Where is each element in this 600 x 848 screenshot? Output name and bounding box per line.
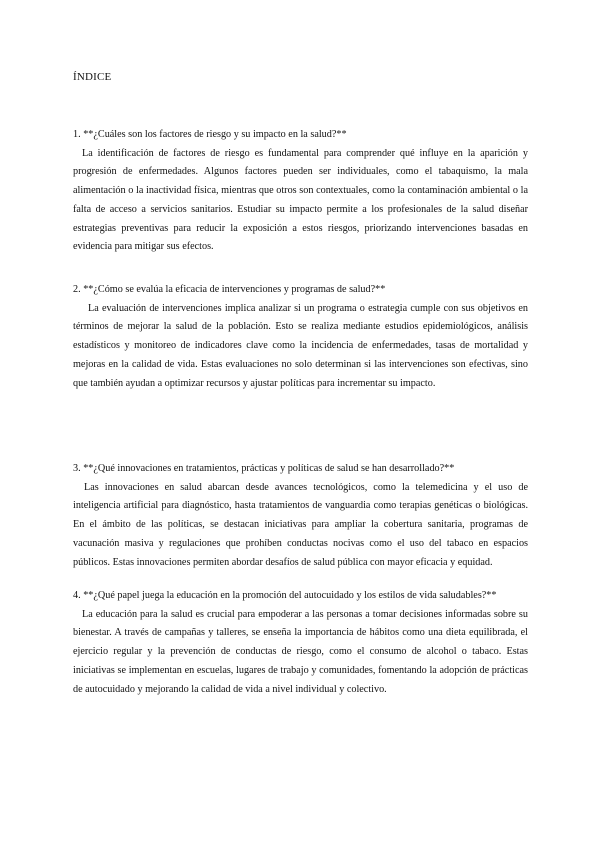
section-3 bbox=[73, 460, 528, 572]
section-2 bbox=[73, 281, 528, 393]
section-3-heading: 3. **¿Qué innovaciones en tratamientos, prácticas y políticas de salud se han desarrollado?** bbox=[73, 463, 455, 474]
section-1-body: La identificación de factores de riesgo es fundamental para comprender qué influye en la aparición y progresión de enfermedades. Algunos factores pueden ser individuales, como el tabaquismo, la mala alimentación o la inactividad física, mientras que otros son contextuales, como la contaminación ambiental o la falta de acceso a servicios sanitarios. Estudiar su impacto permite a los profesionales de la salud diseñar estrategias preventivas para reducir la exposición a estos riesgos, priorizando intervenciones basadas en evidencia para mitigar sus efectos. bbox=[73, 147, 528, 253]
section-2-body: La evaluación de intervenciones implica analizar si un programa o estrategia cumple con sus objetivos en términos de mejorar la salud de la población. Esto se realiza mediante estudios epidemiológicos, análisis estadísticos y monitoreo de indicadores clave como la incidencia de enfermedades, tasas de mortalidad y mejoras en la calidad de vida. Estas evaluaciones no solo determinan si las intervenciones son efectivas, sino que también ayudan a optimizar recursos y ajustar políticas para incrementar su impacto. bbox=[73, 302, 528, 389]
page-title: ÍNDICE bbox=[73, 71, 112, 83]
section-3-body: Las innovaciones en salud abarcan desde avances tecnológicos, como la telemedicina y el uso de inteligencia artificial para diagnóstico, hasta tratamientos de vanguardia como terapias genéticas o biológicas. En el ámbito de las políticas, se destacan iniciativas para ampliar la cobertura sanitaria, programas de vacunación masiva y regulaciones que prohíben conductas nocivas como el uso del tabaco en espacios públicos. Estas innovaciones permiten abordar desafíos de salud pública con mayor eficacia y equidad. bbox=[73, 481, 528, 568]
section-4 bbox=[73, 587, 528, 699]
section-1-heading: 1. **¿Cuáles son los factores de riesgo y su impacto en la salud?** bbox=[73, 129, 347, 140]
section-2-heading: 2. **¿Cómo se evalúa la eficacia de intervenciones y programas de salud?** bbox=[73, 284, 386, 295]
section-1 bbox=[73, 126, 528, 257]
section-4-heading: 4. **¿Qué papel juega la educación en la promoción del autocuidado y los estilos de vida saludables?** bbox=[73, 590, 497, 601]
section-4-body: La educación para la salud es crucial para empoderar a las personas a tomar decisiones informadas sobre su bienestar. A través de campañas y talleres, se enseña la importancia de hábitos como una dieta equilibrada, el ejercicio regular y la prevención de conductas de riesgo, como el consumo de alcohol o tabaco. Estas iniciativas se implementan en escuelas, lugares de trabajo y comunidades, fomentando la adopción de prácticas de autocuidado y mejorando la calidad de vida a nivel individual y colectivo. bbox=[73, 608, 528, 695]
